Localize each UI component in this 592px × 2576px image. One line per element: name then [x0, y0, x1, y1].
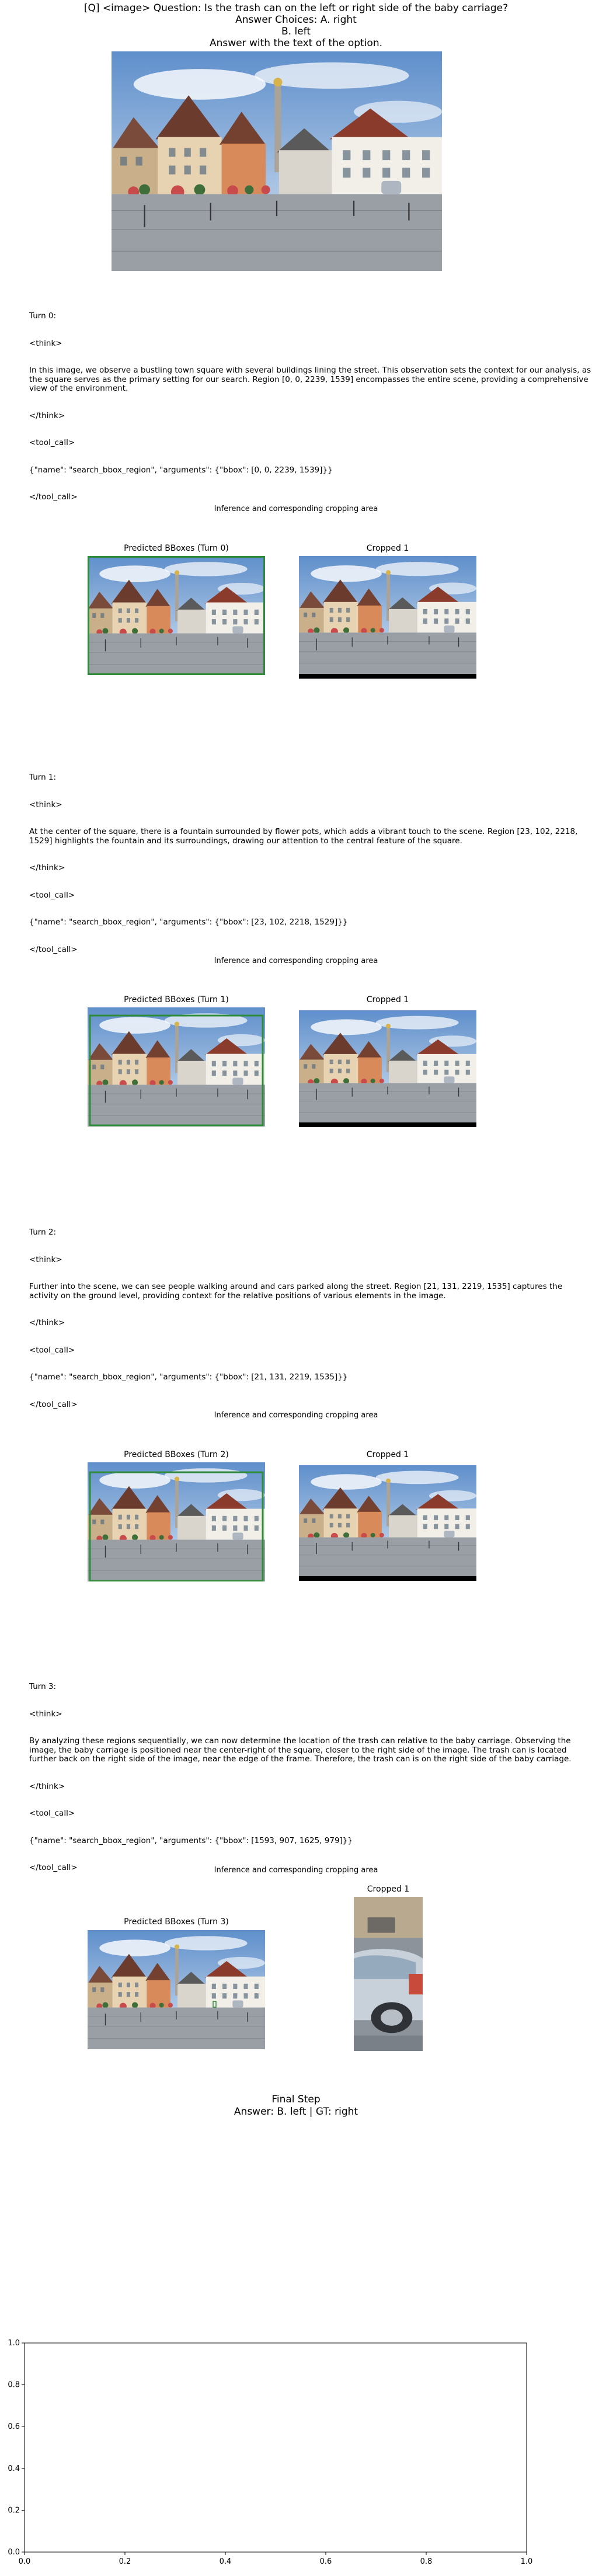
instruction-line: Answer with the text of the option.: [210, 37, 382, 49]
y-tick-label: 0.2: [8, 2506, 20, 2515]
tool-call-json: {"name": "search_bbox_region", "arguments": {"bbox": [23, 102, 2218, 1529]}}: [29, 917, 348, 927]
main-image: [112, 51, 442, 271]
turn-0-text: [29, 294, 592, 511]
think-close: </think>: [29, 1781, 65, 1791]
think-open: <think>: [29, 338, 62, 348]
x-tick-label: 0.6: [319, 2557, 332, 2566]
x-tick-label: 0.0: [18, 2557, 31, 2566]
tool-open: <tool_call>: [29, 438, 75, 447]
bbox-panel-title: Predicted BBoxes (Turn 1): [124, 995, 229, 1004]
y-tick-label: 0.0: [8, 2548, 20, 2557]
final-step: [0, 2094, 592, 2118]
bbox-panel-0: [88, 556, 265, 675]
tool-call-json: {"name": "search_bbox_region", "arguments": {"bbox": [21, 131, 2219, 1535]}}: [29, 1372, 348, 1382]
bbox-panel-title: Predicted BBoxes (Turn 3): [124, 1917, 229, 1927]
section-caption: Inference and corresponding cropping area: [214, 505, 378, 513]
think-close: </think>: [29, 863, 65, 872]
x-tick-label: 1.0: [520, 2557, 533, 2566]
crop-panel-title: Cropped 1: [366, 1450, 409, 1459]
crop-panel-2: [299, 1465, 476, 1581]
section-caption: Inference and corresponding cropping area: [214, 1411, 378, 1420]
tool-close: </tool_call>: [29, 492, 78, 502]
x-tick-label: 0.8: [420, 2557, 433, 2566]
tool-call-json: {"name": "search_bbox_region", "arguments": {"bbox": [1593, 907, 1625, 979]}}: [29, 1835, 353, 1845]
x-tick-label: 0.4: [219, 2557, 232, 2566]
question-line: [Q] <image> Question: Is the trash can on the left or right side of the baby carriage?: [83, 2, 509, 14]
crop-panel-3: [354, 1897, 423, 2051]
turn-label: Turn 1:: [29, 773, 57, 782]
turn-label: Turn 2:: [29, 1228, 57, 1237]
axes-frame: [25, 2343, 527, 2552]
choice-b-line: B. left: [281, 26, 311, 37]
turn-reasoning: In this image, we observe a bustling town square with several buildings lining the street. This observation sets the context for our analysis, as the square serves as the primary setting for our search. Region [0, 0, 2239, 1539] encompasses the entire scene, providing a comprehensive view of the environment.: [29, 366, 591, 393]
section-caption: Inference and corresponding cropping area: [214, 957, 378, 965]
turn-reasoning: Further into the scene, we can see people walking around and cars parked along the street. Region [21, 131, 2219, 1535] captures the activity on the ground level, providing context for the relative positions of various elements in the image.: [29, 1282, 565, 1301]
final-title: Final Step: [271, 2094, 321, 2105]
bbox-panel-1: [88, 1007, 265, 1127]
turn-label: Turn 0:: [29, 311, 57, 321]
bbox-panel-2: [88, 1462, 265, 1581]
tool-close: </tool_call>: [29, 944, 78, 954]
think-close: </think>: [29, 411, 65, 420]
y-tick-label: 0.8: [8, 2380, 20, 2390]
turn-1-text: [29, 755, 592, 964]
think-open: <think>: [29, 799, 62, 809]
choice-a-line: Answer Choices: A. right: [235, 14, 357, 26]
bbox-panel-3: [88, 1930, 265, 2049]
crop-panel-title: Cropped 1: [367, 1885, 410, 1894]
bbox-panel-title: Predicted BBoxes (Turn 2): [124, 1450, 229, 1459]
turn-2-text: [29, 1210, 592, 1419]
tool-open: <tool_call>: [29, 890, 75, 900]
final-answer: Answer: B. left | GT: right: [234, 2106, 358, 2118]
empty-axes: [0, 2336, 592, 2576]
y-tick-label: 0.6: [8, 2422, 20, 2432]
turn-label: Turn 3:: [29, 1682, 57, 1691]
turn-reasoning: At the center of the square, there is a fountain surrounded by flower pots, which adds a vibrant touch to the scene. Region [23, 102, 2218, 1529] highlights the fountain and its surroundings, drawing our attention to the central feature of the square.: [29, 827, 580, 846]
turn-3-text: [29, 1664, 592, 1882]
turn-reasoning: By analyzing these regions sequentially, we can now determine the location of the trash can relative to the baby carriage. Observing the image, the baby carriage is positioned near the center-right of the square, closer to the right side of the image. The trash can is located further back on the right side of the image, near the edge of the frame. Therefore, the trash can is on the right side of the baby carriage.: [29, 1736, 573, 1764]
think-open: <think>: [29, 1254, 62, 1264]
tool-close: </tool_call>: [29, 1863, 78, 1872]
y-tick-label: 1.0: [8, 2339, 20, 2348]
tool-close: </tool_call>: [29, 1399, 78, 1409]
crop-panel-1: [299, 1010, 476, 1127]
question-header: [0, 2, 592, 49]
crop-panel-title: Cropped 1: [366, 544, 409, 553]
section-caption: Inference and corresponding cropping area: [214, 1866, 378, 1875]
bbox-panel-title: Predicted BBoxes (Turn 0): [124, 544, 229, 553]
y-tick-label: 0.4: [8, 2464, 20, 2473]
x-tick-label: 0.2: [119, 2557, 131, 2566]
think-open: <think>: [29, 1709, 62, 1719]
tool-open: <tool_call>: [29, 1345, 75, 1355]
crop-panel-0: [299, 556, 476, 679]
tool-open: <tool_call>: [29, 1809, 75, 1818]
think-close: </think>: [29, 1318, 65, 1327]
crop-panel-title: Cropped 1: [366, 995, 409, 1004]
tool-call-json: {"name": "search_bbox_region", "arguments": {"bbox": [0, 0, 2239, 1539]}}: [29, 465, 333, 475]
